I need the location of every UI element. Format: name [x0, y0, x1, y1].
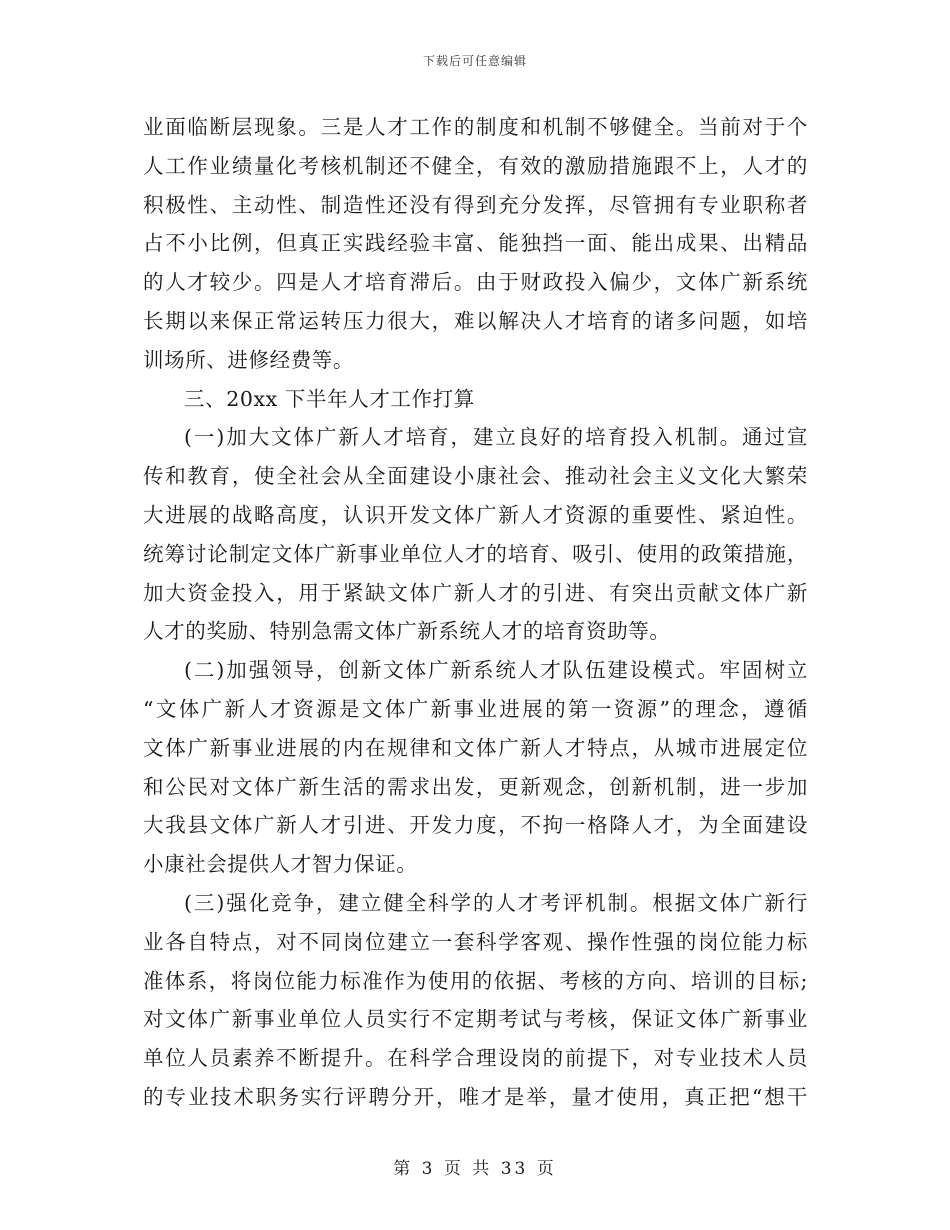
text-line: 长期以来保正常运转压力很大，难以解决人才培育的诸多问题，如培	[143, 308, 808, 333]
text-line: 训场所、进修经费等。	[143, 347, 354, 372]
text-line: (二)加强领导，创新文体广新系统人才队伍建设模式。牢固树立	[184, 658, 808, 683]
text-line: 和公民对文体广新生活的需求出发，更新观念，创新机制，进一步加	[143, 774, 808, 799]
text-line: (三)强化竞争，建立健全科学的人才考评机制。根据文体广新行	[184, 890, 808, 915]
page-number-footer: 第 3 页 共 33 页	[393, 1159, 557, 1179]
text-line: 大进展的战略高度，认识开发文体广新人才资源的重要性、紧迫性。	[143, 502, 808, 527]
text-line: 对文体广新事业单位人员实行不定期考试与考核，保证文体广新事业	[143, 1007, 808, 1032]
text-line: 占不小比例，但真正实践经验丰富、能独挡一面、能出成果、出精品	[143, 231, 808, 256]
text-line: 的人才较少。四是人才培育滞后。由于财政投入偏少，文体广新系统	[143, 270, 808, 295]
text-line: 积极性、主动性、制造性还没有得到充分发挥，尽管拥有专业职称者	[143, 192, 808, 217]
text-line: 业面临断层现象。三是人才工作的制度和机制不够健全。当前对于个	[143, 115, 808, 139]
text-line: 人才的奖励、特别急需文体广新系统人才的培育资助等。	[143, 619, 671, 644]
text-line: 单位人员素养不断提升。在科学合理设岗的前提下，对专业技术人员	[143, 1046, 808, 1071]
page-header: 下载后可任意编辑	[422, 54, 527, 68]
text-line: 统筹讨论制定文体广新事业单位人才的培育、吸引、使用的政策措施，	[143, 541, 808, 566]
document-body	[143, 108, 808, 1117]
text-line: 传和教育，使全社会从全面建设小康社会、推动社会主义文化大繁荣	[143, 464, 808, 489]
text-line: 业各自特点，对不同岗位建立一套科学客观、操作性强的岗位能力标	[143, 929, 808, 954]
text-line: 大我县文体广新人才引进、开发力度，不拘一格降人才，为全面建设	[143, 813, 808, 838]
text-line: “文体广新人才资源是文体广新事业进展的第一资源”的理念，遵循	[143, 696, 808, 721]
text-line: 加大资金投入，用于紧缺文体广新人才的引进、有突出贡献文体广新	[143, 580, 808, 605]
section-heading: 三、20xx 下半年人才工作打算	[184, 386, 475, 411]
text-line: 的专业技术职务实行评聘分开，唯才是举，量才使用，真正把“想干	[143, 1084, 808, 1109]
text-line: 人工作业绩量化考核机制还不健全，有效的激励措施跟不上，人才的	[143, 153, 808, 178]
text-line: (一)加大文体广新人才培育，建立良好的培育投入机制。通过宣	[184, 425, 808, 450]
text-line: 文体广新事业进展的内在规律和文体广新人才特点，从城市进展定位	[143, 735, 808, 760]
text-line: 准体系，将岗位能力标准作为使用的依据、考核的方向、培训的目标;	[143, 968, 808, 993]
text-line: 小康社会提供人才智力保证。	[143, 852, 418, 877]
